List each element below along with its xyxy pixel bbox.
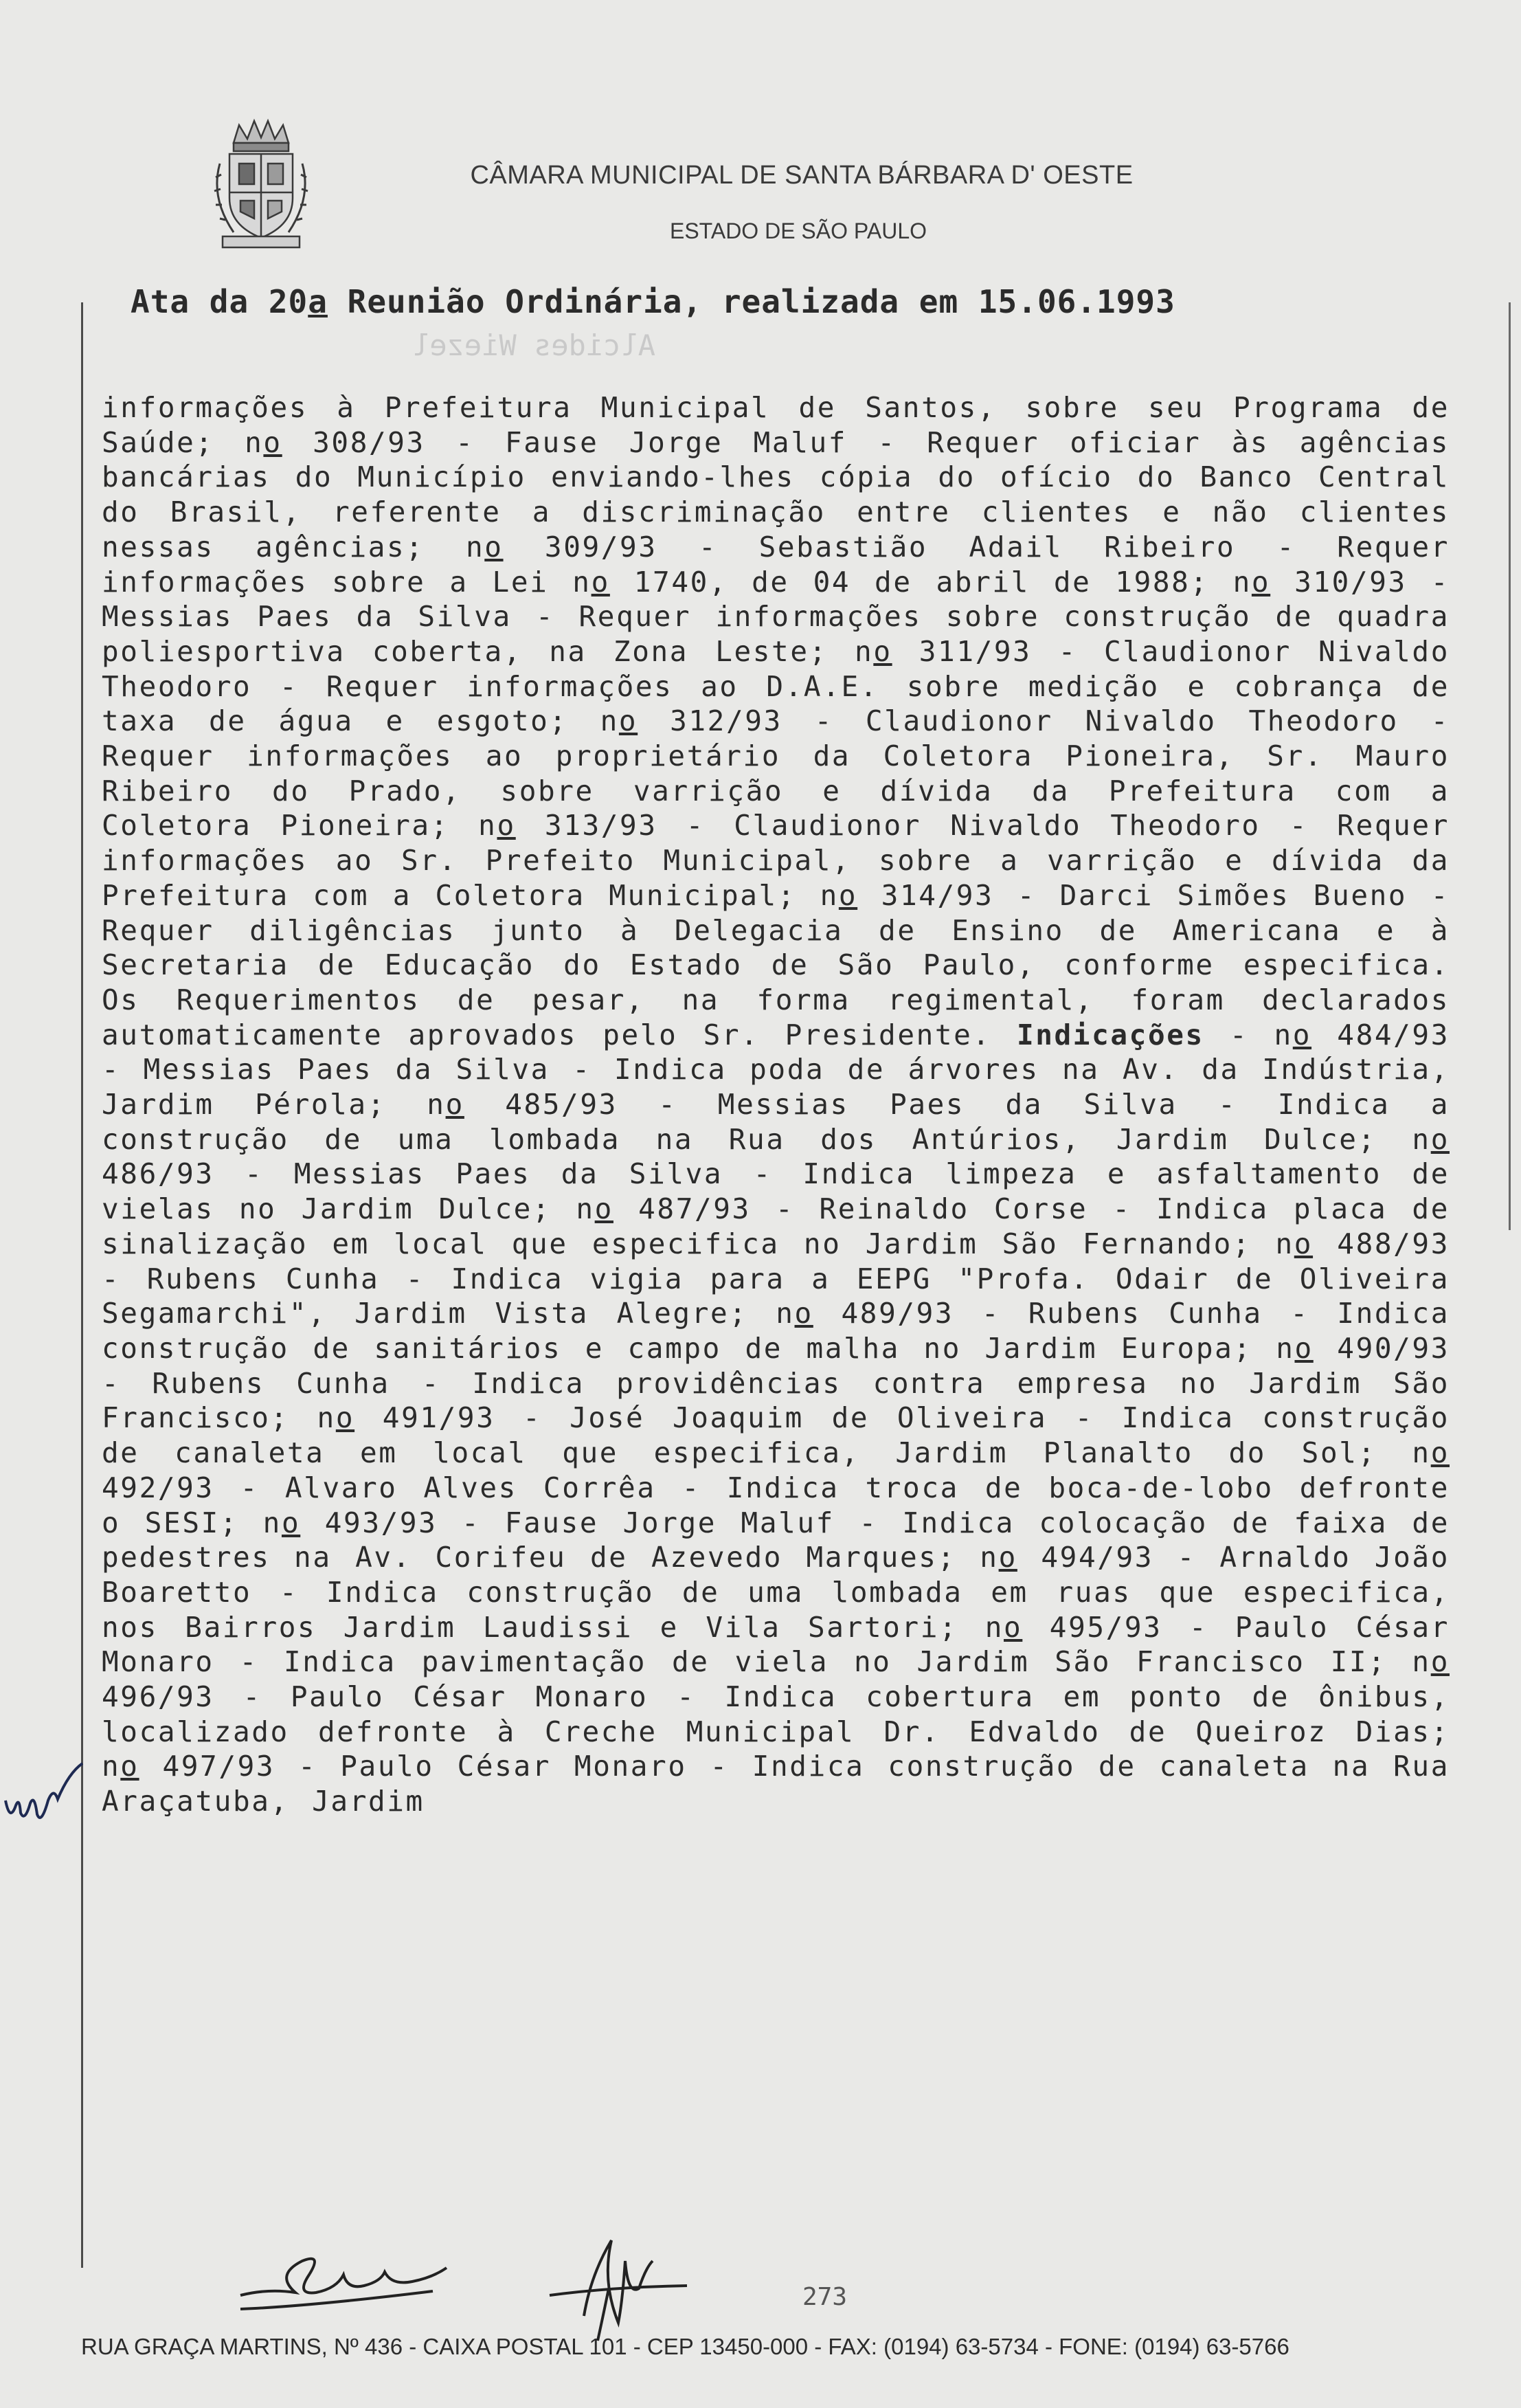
title-rest: Reunião Ordinária, realizada em 15.06.1993 (327, 283, 1175, 320)
margin-initials-signature (0, 1759, 103, 1842)
page-number: 273 (802, 2283, 848, 2311)
minutes-title (131, 283, 1436, 320)
minutes-body: informações à Prefeitura Municipal de Santos, sobre seu Programa de Saúde; no 308/93 - Fause Jorge Maluf - Requer oficiar às agências bancárias do Município enviando-lhes cópia do ofício do Banco Central do Brasil, referente a discriminação entre clientes e não clientes nessas agências; no 309/93 - Sebastião Adail Ribeiro - Requer informações sobre a Lei no 1740, de 04 de abril de 1988; no 310/93 - Messias Paes da Silva - Requer informações sobre construção de quadra poliesportiva coberta, na Zona Leste; no 311/93 - Claudionor Nivaldo Theodoro - Requer informações ao D.A.E. sobre medição e cobrança de taxa de água e esgoto; no 312/93 - Claudionor Nivaldo Theodoro - Requer informações ao proprietário da Coletora Pioneira, Sr. Mauro Ribeiro do Prado, sobre varrição e dívida da Prefeitura com a Coletora Pioneira; no 313/93 - Claudionor Nivaldo Theodoro - Requer informações ao Sr. Prefeito Municipal, sobre a varrição e dívida da Prefeitura com a Coletora Municipal; no 314/93 - Darci Simões Bueno - Requer diligências junto à Delegacia de Ensino de Americana e à Secretaria de Educação do Estado de São Paulo, conforme especifica. Os Requerimentos de pesar, na forma regimental, foram declarados automaticamente aprovados pelo Sr. Presidente. Indicações - no 484/93 - Messias Paes da Silva - Indica poda de árvores na Av. da Indústria, Jardim Pérola; no 485/93 - Messias Paes da Silva - Indica a construção de uma lombada na Rua dos Antúrios, Jardim Dulce; no 486/93 - Messias Paes da Silva - Indica limpeza e asfaltamento de vielas no Jardim Dulce; no 487/93 - Reinaldo Corse - Indica placa de sinalização em local que especifica no Jardim São Fernando; no 488/93 - Rubens Cunha - Indica vigia para a EEPG "Profa. Odair de Oliveira Segamarchi", Jardim Vista Alegre; no 489/93 - Rubens Cunha - Indica construção de sanitários e campo de malha no Jardim Europa; no 490/93 - Rubens Cunha - Indica providências contra empresa no Jardim São Francisco; no 491/93 - José Joaquim de Oliveira - Indica construção de canaleta em local que especifica, Jardim Planalto do Sol; no 492/93 - Alvaro Alves Corrêa - Indica troca de boca-de-lobo defronte o SESI; no 493/93 - Fause Jorge Maluf - Indica colocação de faixa de pedestres na Av. Corifeu de Azevedo Marques; no 494/93 - Arnaldo João Boaretto - Indica construção de uma lombada em ruas que especifica, nos Bairros Jardim Laudissi e Vila Sartori; no 495/93 - Paulo César Monaro - Indica pavimentação de viela no Jardim São Francisco II; no 496/93 - Paulo César Monaro - Indica cobertura em ponto de ônibus, localizado defronte à Creche Municipal Dr. Edvaldo de Queiroz Dias; no 497/93 - Paulo César Monaro - Indica construção de canaleta na Rua Araçatuba, Jardim (102, 391, 1450, 1818)
secretary-signature (536, 2220, 701, 2343)
institution-name: CÂMARA MUNICIPAL DE SANTA BÁRBARA D' OESTE (470, 161, 1134, 190)
title-ordinal-suffix: a (308, 283, 328, 320)
bleed-through-text: Alcides Wiezel (412, 328, 656, 362)
title-prefix: Ata da 20 (131, 283, 308, 320)
indications-heading: Indicações (1016, 1018, 1204, 1051)
left-margin-line (81, 302, 83, 2268)
president-signature (227, 2247, 515, 2323)
state-name: ESTADO DE SÃO PAULO (669, 219, 927, 243)
right-margin-line (1509, 302, 1511, 1230)
footer-address: RUA GRAÇA MARTINS, Nº 436 - CAIXA POSTAL 101 - CEP 13450-000 - FAX: (0194) 63-5734 - FONE: (0194) 63-5766 (81, 2334, 1289, 2359)
